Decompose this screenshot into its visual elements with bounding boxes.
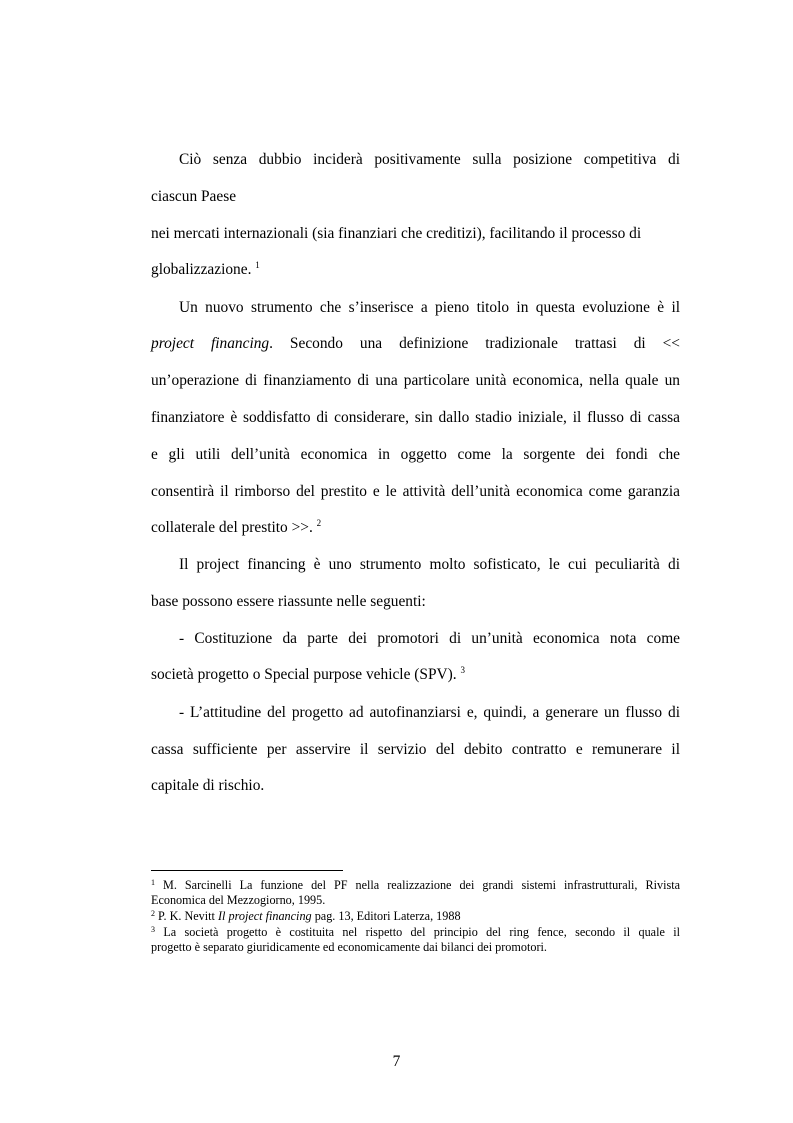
paragraph-2-line-7: [151, 518, 680, 538]
paragraph-1-line-4: [151, 260, 680, 280]
footnote-3-line-2: progetto è separato giuridicamente ed economicamente dai bilanci dei promotori.: [151, 940, 547, 954]
paragraph-4-line-2-text: società progetto o Special purpose vehicle (SPV).: [151, 666, 457, 683]
footnote-ref-3: 3: [460, 665, 465, 675]
footnote-3-text: La società progetto è costituita nel rispetto del principio del ring fence, secondo il quale il: [155, 925, 680, 939]
footnote-3-number: 3: [151, 925, 155, 934]
footnote-1-line-1: [151, 879, 680, 893]
footnote-ref-1: 1: [255, 260, 260, 270]
paragraph-2-line-5: e gli utili dell’unità economica in oggetto come la sorgente dei fondi che: [151, 446, 680, 463]
footnote-2-number: 2: [151, 909, 155, 918]
footnote-3-line-1: [151, 926, 680, 940]
paragraph-5-line-2: cassa sufficiente per asservire il servizio del debito contratto e remunerare il: [151, 741, 680, 758]
footnote-2-details: pag. 13, Editori Laterza, 1988: [311, 909, 461, 923]
footnote-ref-2: 2: [316, 518, 322, 528]
footnote-2-title: Il project financing: [217, 909, 312, 923]
paragraph-5-line-3: capitale di rischio.: [151, 777, 265, 794]
paragraph-5-line-1: - L’attitudine del progetto ad autofinanziarsi e, quindi, a generare un flusso di: [179, 704, 680, 721]
footnote-separator: [151, 870, 343, 871]
footnote-1-number: 1: [151, 878, 155, 887]
paragraph-2-line-1: Un nuovo strumento che s’inserisce a pieno titolo in questa evoluzione è il: [179, 299, 680, 316]
footnote-2-line-1: [151, 910, 680, 924]
footnote-1-line-2: Economica del Mezzogiorno, 1995.: [151, 893, 326, 907]
paragraph-2-line-6: consentirà il rimborso del prestito e le attività dell’unità economica come garanzia: [151, 483, 680, 500]
paragraph-4-line-2: [151, 665, 680, 685]
paragraph-2-line-2: [151, 334, 680, 354]
paragraph-2-line-4: finanziatore è soddisfatto di considerare, sin dallo stadio iniziale, il flusso di cassa: [151, 409, 680, 426]
footnote-2-author: P. K. Nevitt: [155, 909, 218, 923]
footnote-1-text: M. Sarcinelli La funzione del PF nella realizzazione dei grandi sistemi infrastrutturali, Rivista: [155, 878, 680, 892]
project-financing-term: project financing: [151, 335, 270, 352]
paragraph-3-line-2: base possono essere riassunte nelle seguenti:: [151, 593, 426, 610]
paragraph-1-line-3: nei mercati internazionali (sia finanziari che creditizi), facilitando il processo di: [151, 225, 642, 242]
paragraph-1-line-4-text: globalizzazione.: [151, 261, 252, 278]
paragraph-3-line-1: Il project financing è uno strumento molto sofisticato, le cui peculiarità di: [179, 556, 680, 573]
paragraph-1-line-2: ciascun Paese: [151, 188, 237, 205]
page-number: 7: [392, 1053, 401, 1070]
paragraph-1-line-1: Ciò senza dubbio inciderà positivamente sulla posizione competitiva di: [179, 151, 680, 168]
paragraph-2-line-3: un’operazione di finanziamento di una particolare unità economica, nella quale un: [151, 372, 680, 389]
paragraph-2-line-2-text: . Secondo una definizione tradizionale trattasi di <<: [269, 335, 680, 352]
paragraph-4-line-1: - Costituzione da parte dei promotori di un’unità economica nota come: [179, 630, 680, 647]
paragraph-2-line-7-text: collaterale del prestito >>.: [151, 519, 313, 536]
